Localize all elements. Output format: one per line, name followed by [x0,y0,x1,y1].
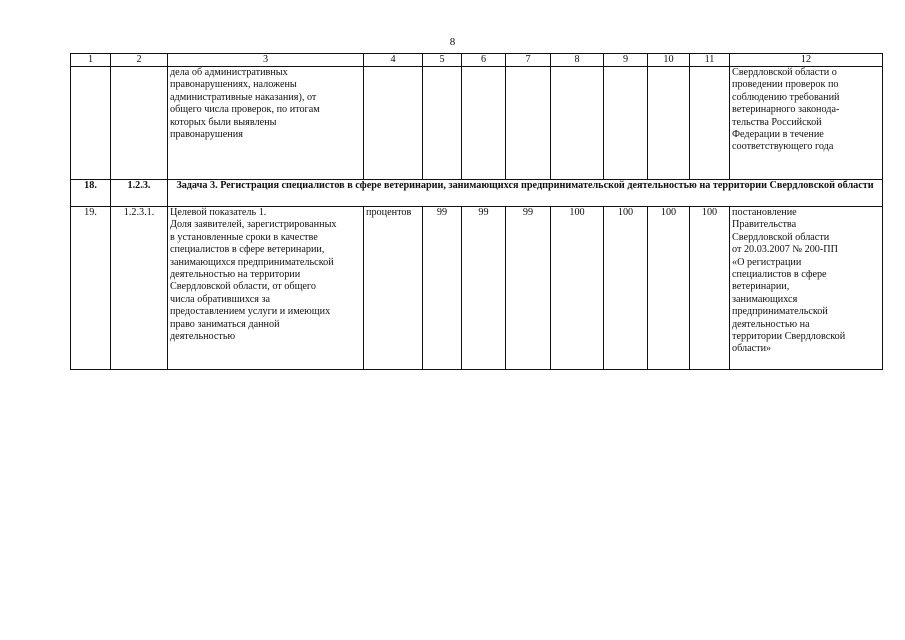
column-number: 10 [648,54,690,67]
column-number: 8 [551,54,604,67]
unit-cell [364,67,423,180]
source-note: Свердловской области о проведении проверок по соблюдению требований ветеринарного законода- тельства Российской Федерации в течение соответствующего года [730,67,883,180]
column-number: 4 [364,54,423,67]
value-cell [506,67,551,180]
value-cell: 100 [604,207,648,370]
indicator-description: дела об административных правонарушениях, наложены административные наказания), от общего числа проверок, по итогам которых были выявлены правонарушения [168,67,364,180]
row-number: 18. [71,180,111,207]
column-number: 11 [690,54,730,67]
table-row-task [71,180,883,207]
value-cell: 100 [551,207,604,370]
column-number: 7 [506,54,551,67]
row-code: 1.2.3.1. [111,207,168,370]
value-cell: 99 [462,207,506,370]
column-number: 5 [423,54,462,67]
source-note: постановление Правительства Свердловской области от 20.03.2007 № 200-ПП «О регистрации специалистов в сфере ветеринарии, занимающихся предпринимательской деятельностью на территории Свердловской области» [730,207,883,370]
unit-cell: процентов [364,207,423,370]
row-code-cell [111,67,168,180]
value-cell: 99 [423,207,462,370]
column-number: 3 [168,54,364,67]
column-number: 12 [730,54,883,67]
column-number: 6 [462,54,506,67]
value-cell [604,67,648,180]
table-row-continuation [71,67,883,180]
target-indicators-table [70,53,883,370]
row-code: 1.2.3. [111,180,168,207]
value-cell [462,67,506,180]
value-cell [648,67,690,180]
value-cell [690,67,730,180]
column-number: 9 [604,54,648,67]
task-title: Задача 3. Регистрация специалистов в сфере ветеринарии, занимающихся предпринимательской деятельностью на территории Свердловской области [168,180,883,207]
value-cell: 100 [690,207,730,370]
column-number-row [71,54,883,67]
row-number: 19. [71,207,111,370]
page-number: 8 [449,36,456,48]
table-row-indicator [71,207,883,370]
indicator-description: Целевой показатель 1. Доля заявителей, зарегистрированных в установленные сроки в качестве специалистов в сфере ветеринарии, занимающихся предпринимательской деятельностью на территории Свердловской области, от общего числа обратившихся за предоставлением услуги и имеющих право заниматься данной деятельностью [168,207,364,370]
value-cell: 100 [648,207,690,370]
value-cell [423,67,462,180]
row-number-cell [71,67,111,180]
column-number: 1 [71,54,111,67]
value-cell: 99 [506,207,551,370]
value-cell [551,67,604,180]
column-number: 2 [111,54,168,67]
